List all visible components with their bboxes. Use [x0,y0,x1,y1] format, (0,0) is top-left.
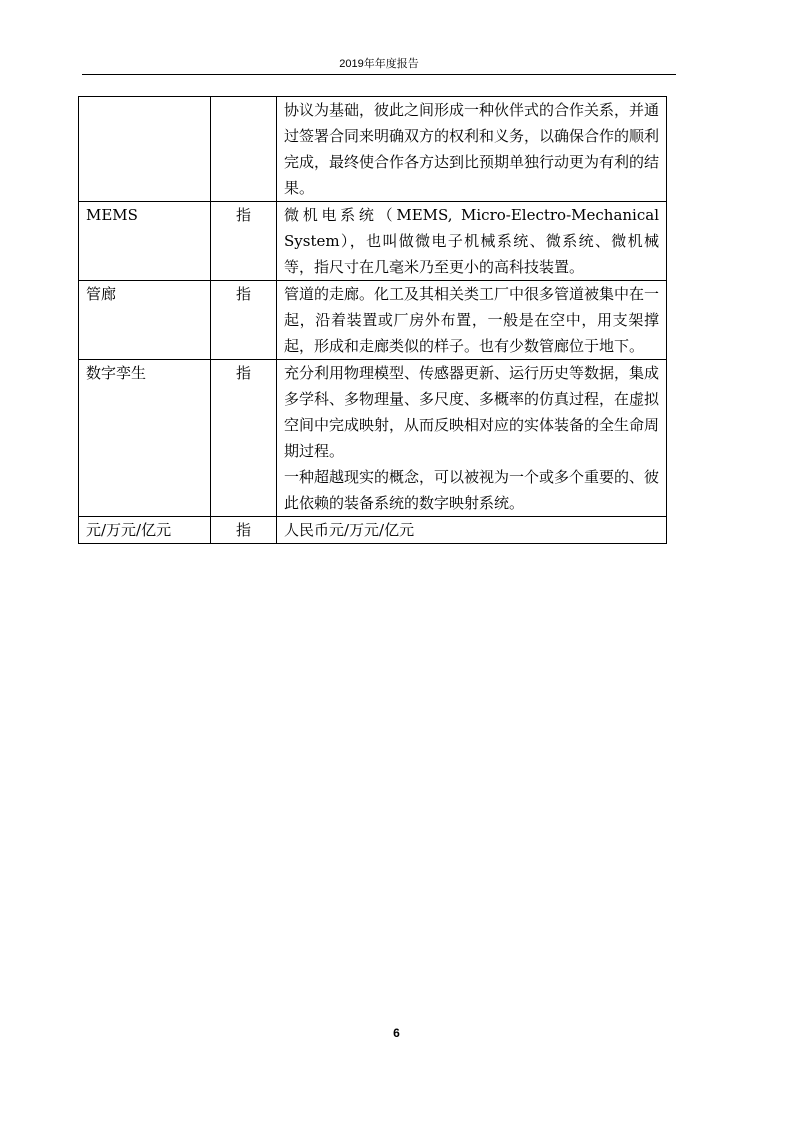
table-row [79,517,667,544]
definition-cell [277,97,667,202]
separator-cell: 指 [211,360,277,517]
term-cell: 管廊 [79,281,211,360]
separator-cell: 指 [211,517,277,544]
definition-cell [277,281,667,360]
term-cell [79,97,211,202]
definition-text: 管道的走廊。化工及其相关类工厂中很多管道被集中在一起，沿着装置或厂房外布置，一般是在空中，用支架撑起，形成和走廊类似的样子。也有少数管廊位于地下。 [284,285,660,355]
definition-cell [277,517,667,544]
separator-cell: 指 [211,202,277,281]
separator-cell [211,97,277,202]
table-row [79,281,667,360]
page-number: 6 [393,1026,400,1040]
table-row [79,202,667,281]
separator-cell: 指 [211,281,277,360]
page-header [82,58,676,75]
definition-text: 一种超越现实的概念，可以被视为一个或多个重要的、彼此依赖的装备系统的数字映射系统。 [284,468,660,512]
report-title: 2019年年度报告 [339,58,419,70]
definition-text: 充分利用物理模型、传感器更新、运行历史等数据，集成多学科、多物理量、多尺度、多概率的仿真过程，在虚拟空间中完成映射，从而反映相对应的实体装备的全生命周期过程。 [284,364,660,460]
definition-cell [277,360,667,517]
definition-cell [277,202,667,281]
glossary-table [78,96,667,544]
term-cell: 数字孪生 [79,360,211,517]
table-row [79,360,667,517]
table-row [79,97,667,202]
term-cell: MEMS [79,202,211,281]
definition-text: 协议为基础，彼此之间形成一种伙伴式的合作关系，并通过签署合同来明确双方的权利和义务，以确保合作的顺利完成，最终使合作各方达到比预期单独行动更为有利的结果。 [284,101,660,197]
term-cell: 元/万元/亿元 [79,517,211,544]
definition-text: 人民币元/万元/亿元 [284,521,415,539]
definition-text: 微机电系统（MEMS, Micro-Electro-Mechanical System），也叫做微电子机械系统、微系统、微机械等，指尺寸在几毫米乃至更小的高科技装置。 [284,206,659,276]
